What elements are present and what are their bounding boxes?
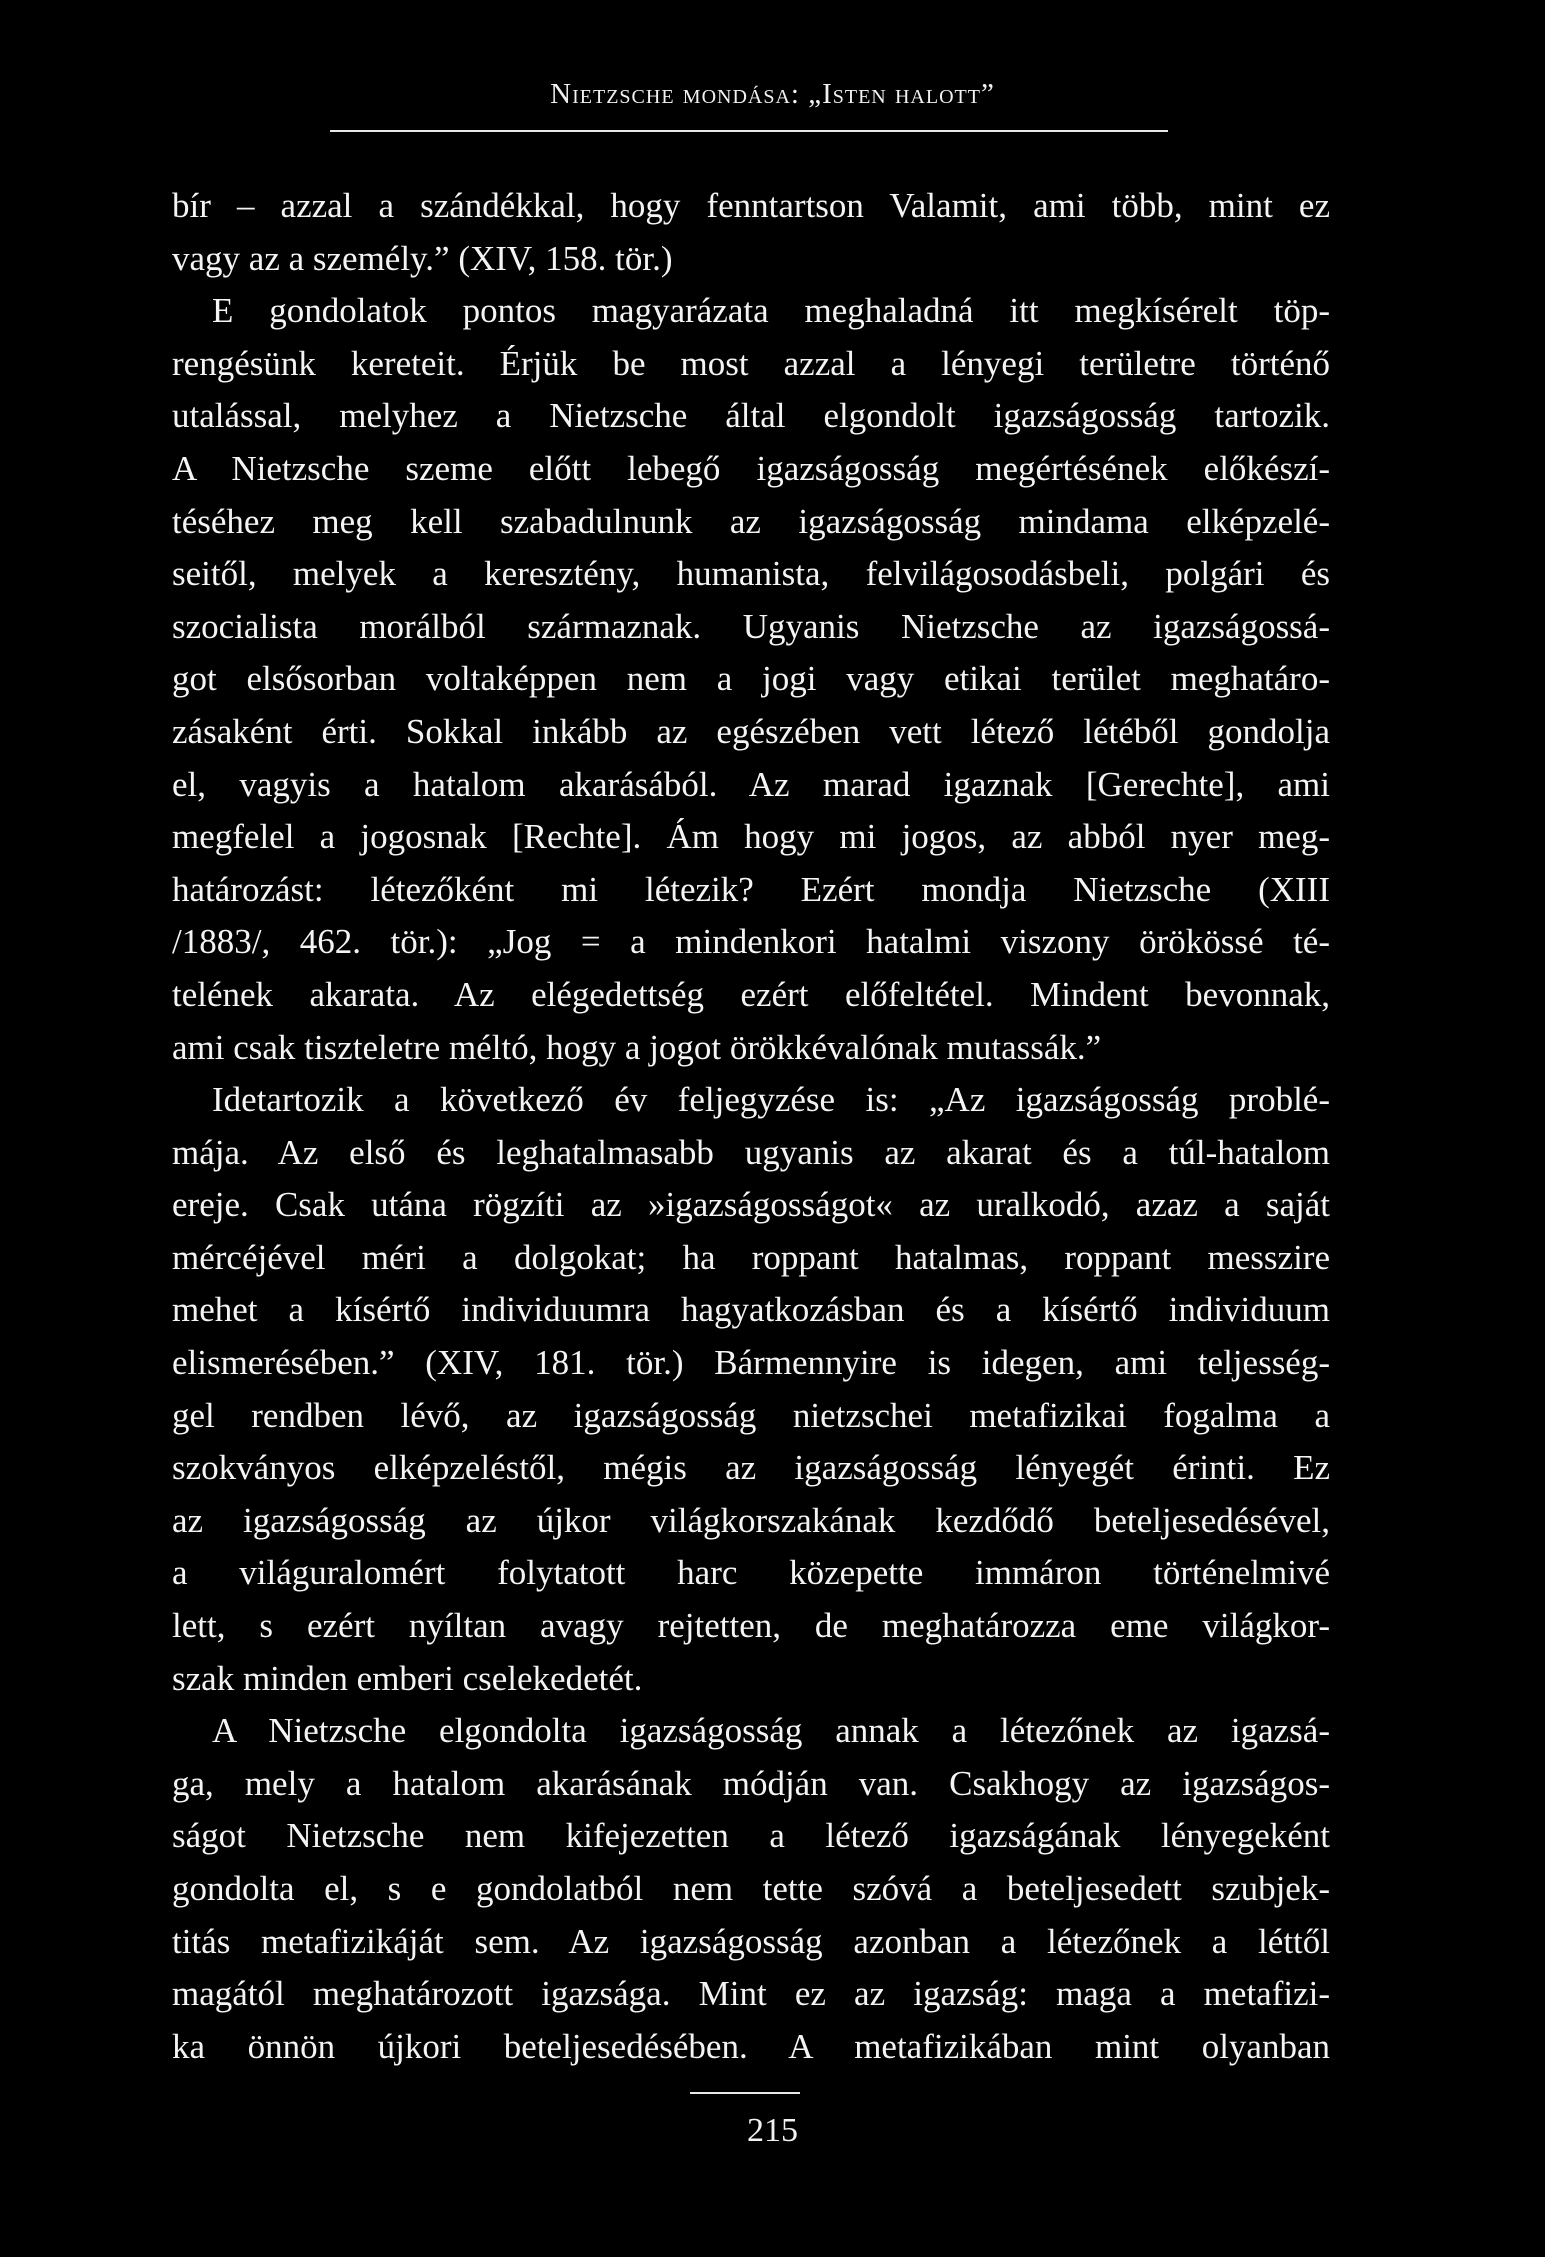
text-line: /1883/, 462. tör.): „Jog = a mindenkori hatalmi viszony örökössé té- bbox=[172, 922, 1330, 962]
text-line: elismerésében.” (XIV, 181. tör.) Bármennyire is idegen, ami teljesség- bbox=[172, 1343, 1330, 1383]
text-line: megfelel a jogosnak [Rechte]. Ám hogy mi jogos, az abból nyer meg- bbox=[172, 817, 1330, 857]
text-line: ga, mely a hatalom akarásának módján van. Csakhogy az igazságos- bbox=[172, 1763, 1330, 1803]
text-line: téséhez meg kell szabadulnunk az igazságosság mindama elképzelé- bbox=[172, 501, 1330, 541]
text-line: gondolta el, s e gondolatból nem tette szóvá a beteljesedett szubjek- bbox=[172, 1869, 1330, 1908]
text-line: rengésünk kereteit. Érjük be most azzal a lényegi területre történő bbox=[172, 343, 1330, 383]
text-line: vagy az a személy.” (XIV, 158. tör.) bbox=[172, 238, 673, 278]
text-line: mércéjével méri a dolgokat; ha roppant hatalmas, roppant messzire bbox=[172, 1237, 1330, 1277]
text-line: bír – azzal a szándékkal, hogy fenntartson Valamit, ami több, mint ez bbox=[172, 186, 1330, 225]
text-line: utalással, melyhez a Nietzsche által elgondolt igazságosság tartozik. bbox=[172, 396, 1330, 436]
text-line: mehet a kísértő individuumra hagyatkozásban és a kísértő individuum bbox=[172, 1290, 1330, 1330]
text-line: a világuralomért folytatott harc közepette immáron történelmivé bbox=[172, 1553, 1330, 1593]
text-line: telének akarata. Az elégedettség ezért előfeltétel. Mindent bevonnak, bbox=[172, 974, 1330, 1014]
text-line: Idetartozik a következő év feljegyzése is: „Az igazságosság problé- bbox=[212, 1080, 1330, 1120]
text-line: mája. Az első és leghatalmasabb ugyanis az akarat és a túl-hatalom bbox=[172, 1132, 1330, 1172]
text-line: szak minden emberi cselekedetét. bbox=[172, 1658, 643, 1698]
text-line: A Nietzsche szeme előtt lebegő igazságosság megértésének előkészí- bbox=[172, 448, 1330, 488]
body-text bbox=[172, 180, 1330, 2073]
text-line: el, vagyis a hatalom akarásából. Az marad igaznak [Gerechte], ami bbox=[172, 764, 1330, 804]
text-line: ami csak tiszteletre méltó, hogy a jogot örökkévalónak mutassák.” bbox=[172, 1027, 1102, 1067]
page-number: 215 bbox=[747, 2112, 798, 2149]
text-line: szocialista morálból származnak. Ugyanis Nietzsche az igazságossá- bbox=[172, 606, 1330, 646]
header-rule bbox=[330, 130, 1168, 132]
text-line: magától meghatározott igazsága. Mint ez az igazság: maga a metafizi- bbox=[172, 1974, 1330, 2014]
text-line: titás metafizikáját sem. Az igazságosság azonban a létezőnek a léttől bbox=[172, 1921, 1330, 1961]
text-line: határozást: létezőként mi létezik? Ezért mondja Nietzsche (XIII bbox=[172, 869, 1330, 909]
text-line: zásaként érti. Sokkal inkább az egészében vett létező létéből gondolja bbox=[172, 711, 1330, 751]
running-title: Nietzsche mondása: „Isten halott” bbox=[550, 78, 995, 110]
text-line: szokványos elképzeléstől, mégis az igazságosság lényegét érinti. Ez bbox=[172, 1448, 1330, 1488]
text-line: ságot Nietzsche nem kifejezetten a létező igazságának lényegeként bbox=[172, 1816, 1330, 1856]
footer-rule bbox=[690, 2092, 800, 2094]
text-line: seitől, melyek a keresztény, humanista, felvilágosodásbeli, polgári és bbox=[172, 554, 1330, 594]
text-line: gel rendben lévő, az igazságosság nietzschei metafizikai fogalma a bbox=[172, 1395, 1330, 1435]
text-line: ka önnön újkori beteljesedésében. A metafizikában mint olyanban bbox=[172, 2026, 1330, 2066]
text-line: ereje. Csak utána rögzíti az »igazságosságot« az uralkodó, azaz a saját bbox=[172, 1185, 1330, 1225]
text-line: got elsősorban voltaképpen nem a jogi vagy etikai terület meghatáro- bbox=[172, 659, 1330, 699]
text-line: az igazságosság az újkor világkorszakának kezdődő beteljesedésével, bbox=[172, 1500, 1330, 1540]
text-line: lett, s ezért nyíltan avagy rejtetten, de meghatározza eme világkor- bbox=[172, 1606, 1330, 1646]
text-line: E gondolatok pontos magyarázata meghaladná itt megkísérelt töp- bbox=[212, 291, 1330, 331]
text-line: A Nietzsche elgondolta igazságosság annak a létezőnek az igazsá- bbox=[212, 1711, 1330, 1751]
